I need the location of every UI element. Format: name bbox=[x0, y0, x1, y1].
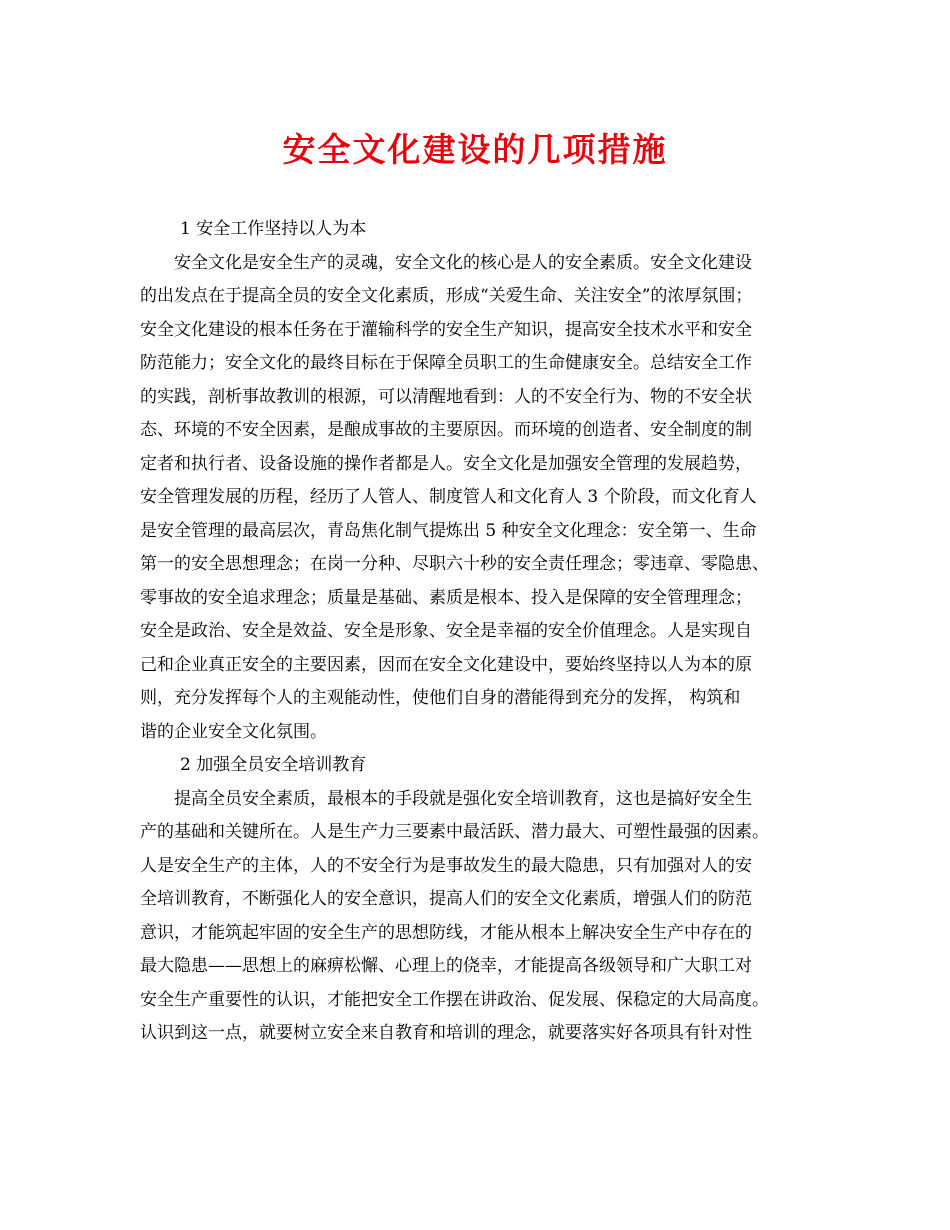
paragraph-line: 的实践，剖析事故教训的根源，可以清醒地看到：人的不安全行为、物的不安全状 bbox=[140, 386, 752, 407]
paragraph-line: 则，充分发挥每个人的主观能动性，使他们自身的潜能得到充分的发挥， 构筑和 bbox=[140, 688, 741, 708]
document-title: 安全文化建设的几项措施 bbox=[282, 130, 668, 169]
section-paragraph bbox=[140, 247, 810, 750]
paragraph-line: 产的基础和关键所在。人是生产力三要素中最活跃、潜力最大、可塑性最强的因素。 bbox=[140, 822, 769, 842]
paragraph-line: 防范能力；安全文化的最终目标在于保障全员职工的生命健康安全。总结安全工作 bbox=[140, 353, 752, 373]
paragraph-line: 是安全管理的最高层次，青岛焦化制气提炼出 5 种安全文化理念：安全第一、生命 bbox=[140, 520, 757, 541]
paragraph-line: 意识，才能筑起牢固的安全生产的思想防线，才能从根本上解决安全生产中存在的 bbox=[140, 922, 752, 943]
section-paragraph bbox=[140, 783, 810, 1051]
paragraph-line: 的出发点在于提高全员的安全文化素质，形成“关爱生命、关注安全”的浓厚氛围； bbox=[140, 286, 753, 306]
document-page bbox=[140, 125, 810, 1051]
paragraph-line: 安全管理发展的历程，经历了人管人、制度管人和文化育人 3 个阶段，而文化育人 bbox=[140, 487, 757, 507]
section-heading: 2 加强全员安全培训教育 bbox=[180, 755, 367, 775]
paragraph-line: 安全文化是安全生产的灵魂，安全文化的核心是人的安全素质。安全文化建设 bbox=[174, 252, 752, 273]
paragraph-line: 定者和执行者、设备设施的操作者都是人。安全文化是加强安全管理的发展趋势， bbox=[140, 453, 752, 474]
section-1 bbox=[140, 213, 810, 749]
paragraph-line: 最大隐患——思想上的麻痹松懈、心理上的侥幸，才能提高各级领导和广大职工对 bbox=[140, 956, 752, 976]
paragraph-line: 全培训教育，不断强化人的安全意识，提高人们的安全文化素质，增强人们的防范 bbox=[140, 889, 752, 909]
paragraph-line: 态、环境的不安全因素，是酿成事故的主要原因。而环境的创造者、安全制度的制 bbox=[140, 420, 752, 440]
paragraph-line: 人是安全生产的主体，人的不安全行为是事故发生的最大隐患，只有加强对人的安 bbox=[140, 855, 752, 876]
paragraph-line: 提高全员安全素质，最根本的手段就是强化安全培训教育，这也是搞好安全生 bbox=[174, 788, 752, 809]
section-heading: 1 安全工作坚持以人为本 bbox=[180, 219, 367, 239]
paragraph-line: 第一的安全思想理念；在岗一分种、尽职六十秒的安全责任理念；零违章、零隐患、 bbox=[140, 554, 769, 574]
paragraph-line: 认识到这一点，就要树立安全来自教育和培训的理念，就要落实好各项具有针对性 bbox=[140, 1023, 752, 1043]
section-2 bbox=[140, 749, 810, 1051]
paragraph-line: 谐的企业安全文化氛围。 bbox=[140, 721, 327, 742]
paragraph-line: 安全文化建设的根本任务在于灌输科学的安全生产知识，提高安全技术水平和安全 bbox=[140, 319, 752, 340]
paragraph-line: 零事故的安全追求理念；质量是基础、素质是根本、投入是保障的安全管理理念； bbox=[140, 587, 752, 608]
paragraph-line: 安全生产重要性的认识，才能把安全工作摆在讲政治、促发展、保稳定的大局高度。 bbox=[140, 989, 769, 1010]
paragraph-line: 安全是政治、安全是效益、安全是形象、安全是幸福的安全价值理念。人是实现自 bbox=[140, 621, 752, 641]
paragraph-line: 己和企业真正安全的主要因素，因而在安全文化建设中，要始终坚持以人为本的原 bbox=[140, 654, 752, 675]
